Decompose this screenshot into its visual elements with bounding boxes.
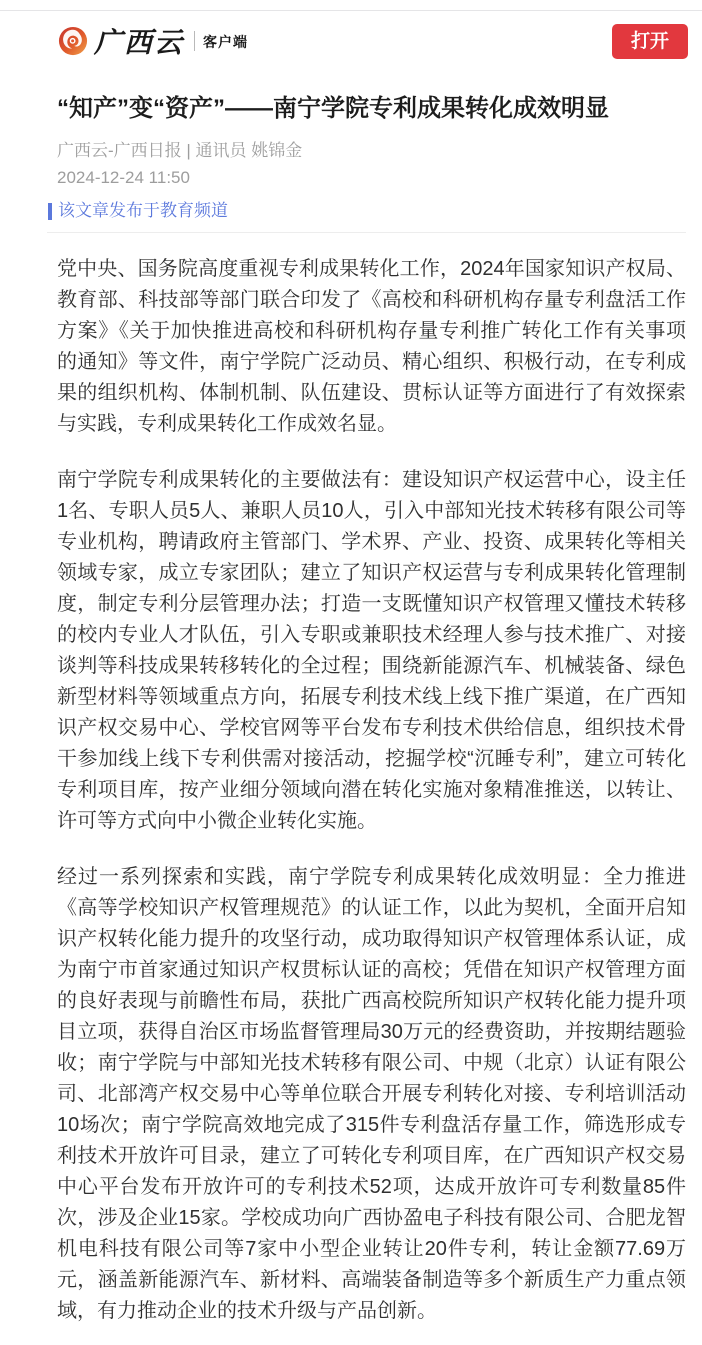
article-body <box>57 254 686 1327</box>
top-spacer <box>0 0 702 10</box>
meta-divider <box>47 232 686 233</box>
paragraph-1: 党中央、国务院高度重视专利成果转化工作，2024年国家知识产权局、教育部、科技部等部门联合印发了《高校和科研机构存量专利盘活工作方案》《关于加快推进高校和科研机构存量专利推广转化工作有关事项的通知》等文件，南宁学院广泛动员、精心组织、积极行动，在专利成果的组织机构、体制机制、队伍建设、贯标认证等方面进行了有效探索与实践，专利成果转化工作成效名显。 <box>57 257 686 435</box>
article-title: “知产”变“资产”——南宁学院专利成果转化成效明显 <box>57 95 609 122</box>
brand-name: 广西云 <box>94 28 185 59</box>
channel-note-text: 该文章发布于教育频道 <box>58 201 228 221</box>
logo-separator <box>194 31 195 51</box>
site-logo[interactable] <box>58 21 248 61</box>
article-source: 广西云-广西日报 | 通讯员 姚锦金 <box>57 141 303 161</box>
open-app-button[interactable]: 打开 <box>612 24 688 59</box>
paragraph-2: 南宁学院专利成果转化的主要做法有：建设知识产权运营中心，设主任1名、专职人员5人、兼职人员10人，引入中部知光技术转移有限公司等专业机构，聘请政府主管部门、学术界、产业、投资、成果转化等相关领域专家，成立专家团队；建立了知识产权运营与专利成果转化管理制度，制定专利分层管理办法；打造一支既懂知识产权管理又懂技术转移的校内专业人才队伍，引入专职或兼职技术经理人参与技术推广、对接谈判等科技成果转移转化的全过程；围绕新能源汽车、机械装备、绿色新型材料等领域重点方向，拓展专利技术线上线下推广渠道，在广西知识产权交易中心、学校官网等平台发布专利技术供给信息，组织技术骨干参加线上线下专利供需对接活动，挖掘学校“沉睡专利”，建立可转化专利项目库，按产业细分领域向潜在转化实施对象精准推送，以转让、许可等方式向中小微企业转化实施。 <box>57 468 686 832</box>
app-header <box>0 11 702 71</box>
publish-time: 2024-12-24 11:50 <box>57 167 190 187</box>
phoenix-swirl-icon <box>58 26 88 56</box>
channel-note[interactable] <box>57 201 686 221</box>
channel-accent-bar <box>48 203 52 220</box>
client-label: 客户端 <box>203 34 249 50</box>
paragraph-3: 经过一系列探索和实践，南宁学院专利成果转化成效明显：全力推进《高等学校知识产权管理规范》的认证工作，以此为契机，全面开启知识产权转化能力提升的攻坚行动，成功取得知识产权管理体系认证，成为南宁市首家通过知识产权贯标认证的高校；凭借在知识产权管理方面的良好表现与前瞻性布局，获批广西高校院所知识产权转化能力提升项目立项，获得自治区市场监督管理局30万元的经费资助，并按期结题验收；南宁学院与中部知光技术转移有限公司、中规（北京）认证有限公司、北部湾产权交易中心等单位联合开展专利转化对接、专利培训活动10场次；南宁学院高效地完成了315件专利盘活存量工作，筛选形成专利技术开放许可目录，建立了可转化专利项目库，在广西知识产权交易中心平台发布开放许可的专利技术52项，达成开放许可专利数量85件次，涉及企业15家。学校成功向广西协盈电子科技有限公司、合肥龙智机电科技有限公司等7家中小型企业转让20件专利，转让金额77.69万元，涵盖新能源汽车、新材料、高端装备制造等多个新质生产力重点领域，有力推动企业的技术升级与产品创新。 <box>57 865 686 1322</box>
